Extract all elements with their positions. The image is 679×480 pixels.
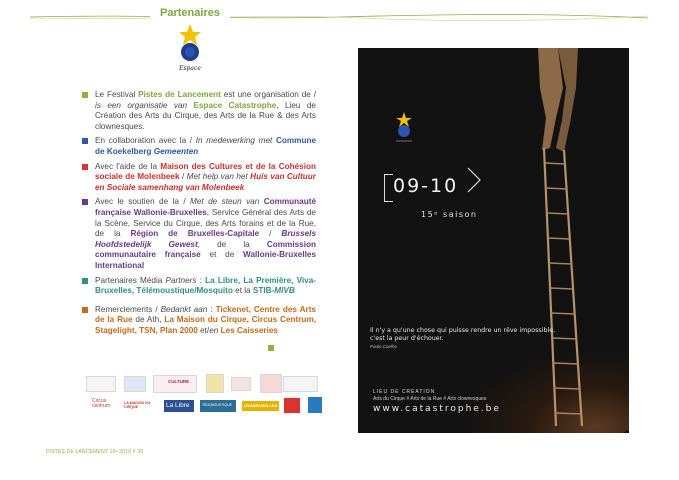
partner-logo-circus-centrum: Circus centrum	[82, 399, 118, 413]
arts-tagline: Arts du Cirque # Arts de la Rue # Arts clownesques	[373, 396, 487, 402]
partner-logo-stib	[284, 398, 300, 413]
website-url: www.catastrophe.be	[373, 404, 501, 414]
paragraph-media: Partenaires Média Partners : La Libre, La Première, Viva-Bruxelles, Télémoustique/Mosquito et la STIB-MIVB	[82, 276, 316, 297]
partner-logo-la-libre: La Libre	[164, 400, 194, 412]
partner-logo-culture: CULTURE	[153, 375, 197, 393]
partner-logo-maison-du-cirque: LA MAISON DU CIRQUE	[124, 401, 158, 411]
poster-espace-catastrophe-logo	[392, 111, 416, 145]
bullet-square	[82, 307, 88, 313]
paragraph-aide: Avec l'aide de la Maison des Cultures et de la Cohésion sociale de Molenbeek / Met help van het Huis van Cultuur en Sociale samenhang van Molenbeek	[82, 162, 316, 194]
partner-logo-book	[308, 397, 322, 413]
partners-text-column	[82, 90, 316, 340]
paragraph-organisation: Le Festival Pistes de Lancement est une organisation de / is een organisatie van Espace Catastrophe, Lieu de Création des Arts du Cirque, des Arts de la Rue & des Arts clownesques.	[82, 90, 316, 132]
page-title: Partenaires	[150, 6, 230, 20]
bullet-square	[82, 92, 88, 98]
svg-text:Espace: Espace	[179, 65, 201, 72]
lieu-de-creation: LIEU DE CREATION	[373, 389, 436, 395]
season-poster	[358, 48, 629, 433]
partner-logo-viva-bruxelles: VIVABRUXELLES	[242, 401, 279, 411]
quote-author: Paulo Coelho	[370, 344, 398, 349]
partner-logo-wallonie-bruxelles	[206, 374, 224, 393]
partner-logo-brussels-region	[231, 377, 251, 391]
season-number: 15ᵉ saison	[421, 210, 478, 219]
partner-logo-telemoustique: TÉLÉMOUSTIQUE	[200, 400, 236, 412]
header-wave-line	[30, 8, 648, 26]
decorative-square	[268, 345, 274, 351]
page-footer: PISTES DE LANCEMENT 15ᵉ 2010 # 30	[46, 449, 144, 455]
poster-artwork	[358, 48, 629, 433]
partner-logo-koekelberg	[86, 376, 116, 392]
partner-logo-commission	[283, 376, 318, 392]
bullet-square	[82, 278, 88, 284]
bullet-square	[82, 138, 88, 144]
poster-quote: Il n'y a qu'une chose qui puisse rendre un rêve impossible, c'est la peur d'échouer.	[370, 327, 556, 342]
bullet-square	[82, 164, 88, 170]
espace-catastrophe-logo	[170, 22, 210, 74]
bullet-square	[82, 199, 88, 205]
season-bracket	[384, 174, 393, 202]
partner-logo-house	[260, 374, 282, 393]
season-years: 09-10	[393, 175, 459, 197]
partner-logo-blue-emblem	[124, 376, 146, 392]
paragraph-remerciements: Remerciements / Bedankt aan : Tickenet, Centre des Arts de la Rue de Ath, La Maison du Cirque, Circus Centrum, Stagelight, TSN, Plan 2000 et/en Les Caisseries	[82, 305, 316, 337]
paragraph-collaboration: En collaboration avec la / In medewerking met Commune de Koekelberg Gemeenten	[82, 136, 316, 157]
paragraph-soutien: Avec le soutien de la / Met de steun van Communauté française Wallonie-Bruxelles, Service Général des Arts de la Scène, Service du Cirque, des Arts forains et de la Rue, de la Région de Bruxelles-Capitale / Brussels Hoofdstedelijk Gewest, de la Commission communautaire française et de Wallonie-Bruxelles International	[82, 197, 316, 271]
